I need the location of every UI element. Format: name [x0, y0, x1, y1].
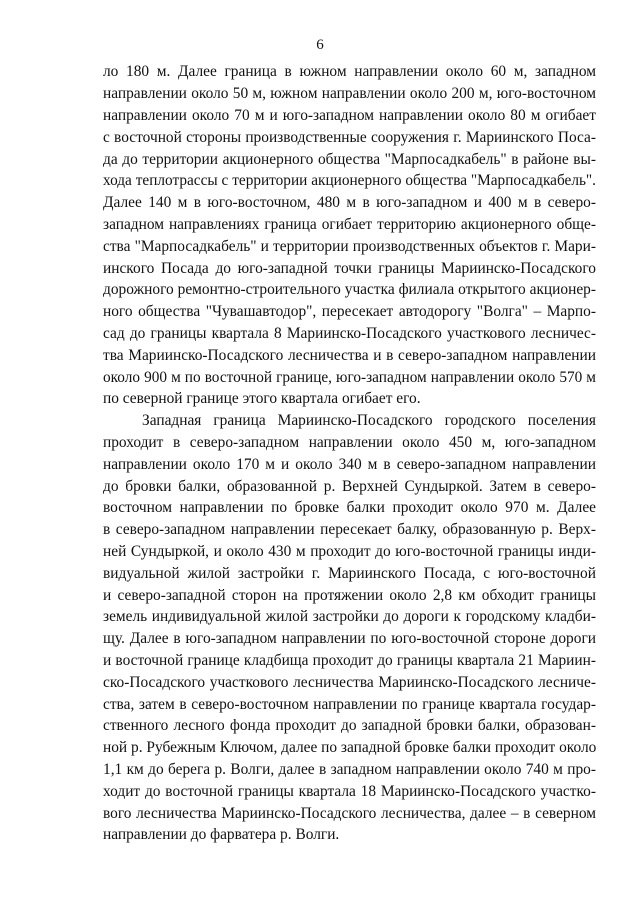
text-line: ной р. Рубежным Ключом, далее по западной бровке балки проходит около: [103, 739, 597, 756]
text-line: Западная граница Мариинско-Посадского городского поселения: [142, 412, 596, 429]
text-line: земель индивидуальной жилой застройки до дороги к городскому кладби-: [103, 608, 596, 625]
text-line: ней Сундыркой, и около 430 м проходит до юго-восточной границы инди-: [103, 543, 596, 560]
text-line: направлении до фарватера р. Волги.: [103, 826, 340, 843]
text-line: ства "Марпосадкабель" и территории производственных объектов г. Мари-: [103, 238, 596, 255]
text-line: ско-Посадского участкового лесничества Мариинско-Посадского лесниче-: [103, 674, 596, 691]
text-line: 1,1 км до берега р. Волги, далее в западном направлении около 740 м про-: [103, 761, 596, 778]
text-line: ного общества "Чувашавтодор", пересекает автодорогу "Волга" – Марпо-: [103, 303, 596, 320]
text-line: ло 180 м. Далее граница в южном направлении около 60 м, западном: [103, 63, 596, 80]
text-line: сад до границы квартала 8 Мариинско-Посадского участкового лесничес-: [103, 325, 596, 342]
text-line: в северо-западном направлении пересекает балку, образованную р. Верх-: [103, 521, 596, 538]
text-line: западном направлениях граница огибает территорию акционерного обще-: [103, 216, 596, 233]
page-number: 6: [316, 37, 324, 53]
text-line: ственного лесного фонда проходит до западной бровки балки, образован-: [103, 717, 596, 734]
text-line: до бровки балки, образованной р. Верхней Сундыркой. Затем в северо-: [103, 478, 596, 495]
text-line: и северо-западной сторон на протяжении около 2,8 км обходит границы: [103, 587, 596, 604]
text-line: восточном направлении по бровке балки проходит около 970 м. Далее: [103, 499, 596, 516]
text-line: по северной границе этого квартала огибает его.: [103, 390, 421, 407]
text-line: хода теплотрассы с территории акционерного общества "Марпосадкабель".: [103, 172, 596, 189]
text-line: вого лесничества Мариинско-Посадского лесничества, далее – в северном: [103, 805, 596, 822]
text-line: направлении около 50 м, южном направлении около 200 м, юго-восточном: [103, 85, 596, 102]
text-line: направлении около 170 м и около 340 м в северо-западном направлении: [103, 456, 596, 473]
text-line: с восточной стороны производственные сооружения г. Мариинского Поса-: [103, 129, 596, 146]
text-line: и восточной границе кладбища проходит до границы квартала 21 Мариин-: [103, 652, 596, 669]
text-line: ходит до восточной границы квартала 18 Мариинско-Посадского участко-: [103, 783, 596, 800]
text-line: инского Посада до юго-западной точки границы Мариинско-Посадского: [103, 260, 596, 277]
text-line: видуальной жилой застройки г. Мариинского Посада, с юго-восточной: [103, 565, 596, 582]
text-line: щу. Далее в юго-западном направлении по юго-восточной стороне дороги: [103, 630, 596, 647]
text-line: тва Мариинско-Посадского лесничества и в северо-западном направлении: [103, 347, 596, 364]
text-line: около 900 м по восточной границе, юго-западном направлении около 570 м: [103, 369, 596, 386]
text-line: да до территории акционерного общества "Марпосадкабель" в районе вы-: [103, 151, 596, 168]
text-line: направлении около 70 м и юго-западном направлении около 80 м огибает: [103, 107, 596, 124]
text-line: ства, затем в северо-восточном направлении по границе квартала государ-: [103, 696, 596, 713]
text-line: Далее 140 м в юго-восточном, 480 м в юго-западном и 400 м в северо-: [103, 194, 596, 211]
text-line: дорожного ремонтно-строительного участка филиала открытого акционер-: [103, 281, 596, 298]
text-line: проходит в северо-западном направлении около 450 м, юго-западном: [103, 434, 596, 451]
